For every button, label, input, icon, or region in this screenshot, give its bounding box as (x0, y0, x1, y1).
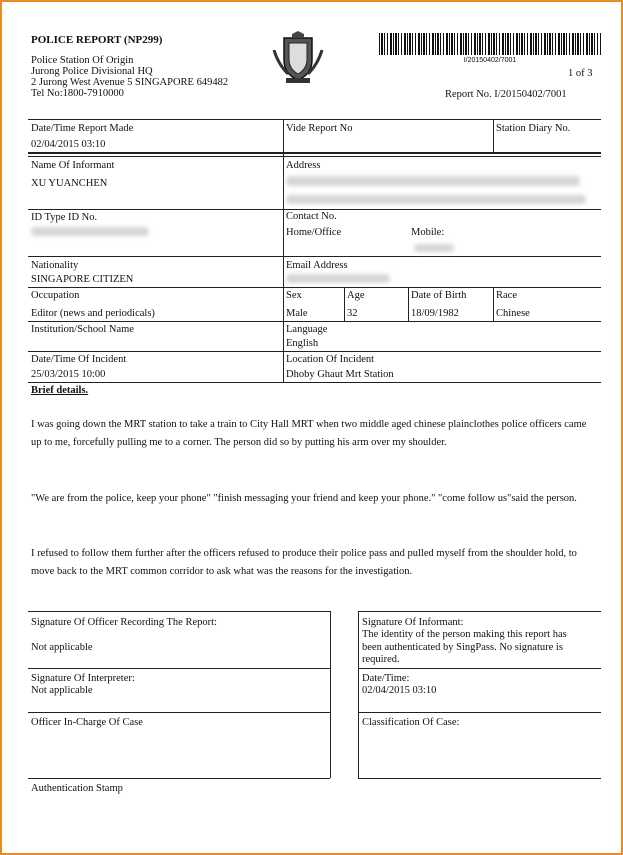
page-number: 1 of 3 (568, 68, 593, 79)
interpreter-signature-label: Signature Of Interpreter: (31, 673, 135, 684)
incident-time-label: Date/Time Of Incident (31, 354, 127, 365)
incident-location-label: Location Of Incident (286, 354, 375, 365)
incident-time-value: 25/03/2015 10:00 (31, 369, 106, 380)
home-office-label: Home/Office (286, 227, 342, 238)
station-diary-label: Station Diary No. (496, 123, 571, 134)
signature-datetime-label: Date/Time: (362, 673, 410, 684)
race-label: Race (496, 290, 517, 301)
occupation-label: Occupation (31, 290, 80, 301)
redacted-id (31, 227, 149, 236)
dob-label: Date of Birth (411, 290, 467, 301)
barcode-text: I/20150402/7001 (463, 57, 517, 64)
brief-details-heading: Brief details. (31, 385, 89, 396)
sex-value: Male (286, 308, 308, 319)
redacted-address (286, 176, 580, 186)
dob-value: 18/09/1982 (411, 308, 459, 319)
age-label: Age (347, 290, 365, 301)
details-paragraph-3: I refused to follow them further after the officers refused to produce their police pass and pulled myself from the shoulder hold, to move back to the MRT common corridor to ask what was the reasons for the investigation. (31, 548, 577, 577)
institution-label: Institution/School Name (31, 324, 134, 335)
officer-signature-label: Signature Of Officer Recording The Report: (31, 617, 217, 628)
station-address: 2 Jurong West Avenue 5 SINGAPORE 649482 (31, 77, 229, 88)
barcode (379, 33, 601, 55)
sex-label: Sex (286, 290, 302, 301)
language-value: English (286, 338, 319, 349)
classification-label: Classification Of Case: (362, 717, 460, 728)
informant-signature-value: The identity of the person making this report has been authenticated by SingPass. No signature is required. (362, 629, 567, 665)
redacted-mobile (414, 244, 454, 252)
redacted-address (286, 195, 586, 204)
interpreter-signature-value: Not applicable (31, 685, 93, 696)
station-tel: Tel No:1800-7910000 (31, 88, 124, 99)
informant-signature-label: Signature Of Informant: (362, 617, 464, 628)
report-number: Report No. I/20150402/7001 (445, 89, 567, 100)
officer-incharge-label: Officer In-Charge Of Case (31, 717, 143, 728)
redacted-email (286, 274, 390, 283)
details-paragraph-1: I was going down the MRT station to take a train to City Hall MRT when two middle aged chinese plainclothes police officers came up to me, forcefully pulling me to a corner. The person did so by putting his arm over my shoulder. (31, 419, 587, 448)
mobile-label: Mobile: (411, 227, 445, 238)
address-label: Address (286, 160, 321, 171)
police-crest-icon (270, 30, 326, 86)
occupation-value: Editor (news and periodicals) (31, 308, 155, 319)
details-paragraph-2: "We are from the police, keep your phone" "finish messaging your friend and keep your phone." "come follow us"said the person. (31, 493, 577, 504)
contact-label: Contact No. (286, 211, 337, 222)
nationality-value: SINGAPORE CITIZEN (31, 274, 134, 285)
race-value: Chinese (496, 308, 530, 319)
language-label: Language (286, 324, 328, 335)
officer-signature-value: Not applicable (31, 642, 93, 653)
id-type-label: ID Type ID No. (31, 212, 98, 223)
signature-datetime-value: 02/04/2015 03:10 (362, 685, 437, 696)
informant-name-label: Name Of Informant (31, 160, 115, 171)
vide-report-label: Vide Report No (286, 123, 353, 134)
datetime-report-label: Date/Time Report Made (31, 123, 134, 134)
incident-location-value: Dhoby Ghaut Mrt Station (286, 369, 394, 380)
authentication-stamp-label: Authentication Stamp (31, 783, 123, 794)
nationality-label: Nationality (31, 260, 79, 271)
age-value: 32 (347, 308, 358, 319)
informant-name-value: XU YUANCHEN (31, 178, 108, 189)
datetime-report-value: 02/04/2015 03:10 (31, 139, 106, 150)
report-title: POLICE REPORT (NP299) (31, 34, 163, 46)
email-label: Email Address (286, 260, 348, 271)
station-name: Jurong Police Divisional HQ (31, 66, 153, 77)
origin-label: Police Station Of Origin (31, 55, 134, 66)
